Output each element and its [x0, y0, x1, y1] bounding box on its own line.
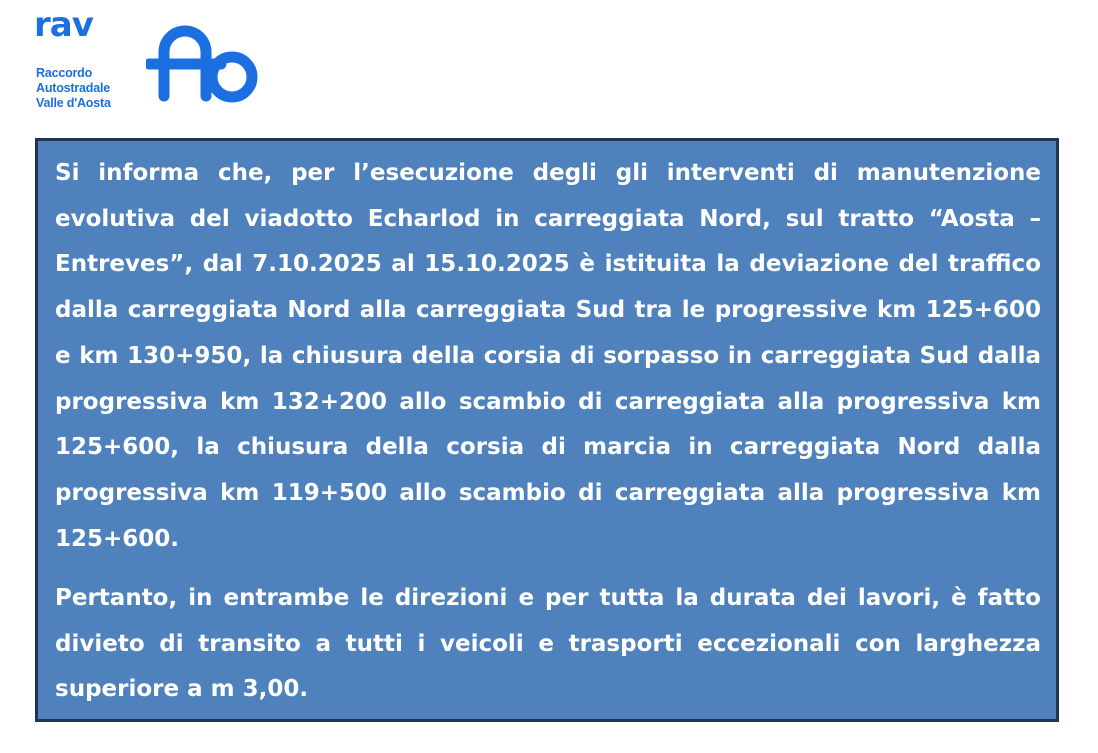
notice-box: [35, 138, 1059, 722]
logo-wordmark: rav: [34, 5, 93, 45]
notice-paragraph-2: Pertanto, in entrambe le direzioni e per tutta la durata dei lavori, è fatto divieto di transito a tutti i veicoli e trasporti eccezionali con larghezza superiore a m 3,00.: [55, 585, 1041, 703]
logo-subtitle-line3: Valle d'Aosta: [36, 96, 111, 110]
logo-subtitle-line1: Raccordo: [36, 66, 93, 80]
notice-paragraph-1: Si informa che, per l’esecuzione degli gli interventi di manutenzione evolutiva del viadotto Echarlod in carreggiata Nord, sul tratto “Aosta – Entreves”, dal 7.10.2025 al 15.10.2025 è istituita la deviazione del traffico dalla carreggiata Nord alla carreggiata Sud tra le progressive km 125+600 e km 130+950, la chiusura della corsia di sorpasso in carreggiata Sud dalla progressiva km 132+200 allo scambio di carreggiata alla progressiva km 125+600, la chiusura della corsia di marcia in carreggiata Nord dalla progressiva km 119+500 allo scambio di carreggiata alla progressiva km 125+600.: [55, 160, 1041, 552]
rav-ab-logo-icon: [146, 14, 266, 104]
rav-logo: [34, 5, 274, 114]
logo-subtitle-line2: Autostradale: [36, 81, 111, 95]
